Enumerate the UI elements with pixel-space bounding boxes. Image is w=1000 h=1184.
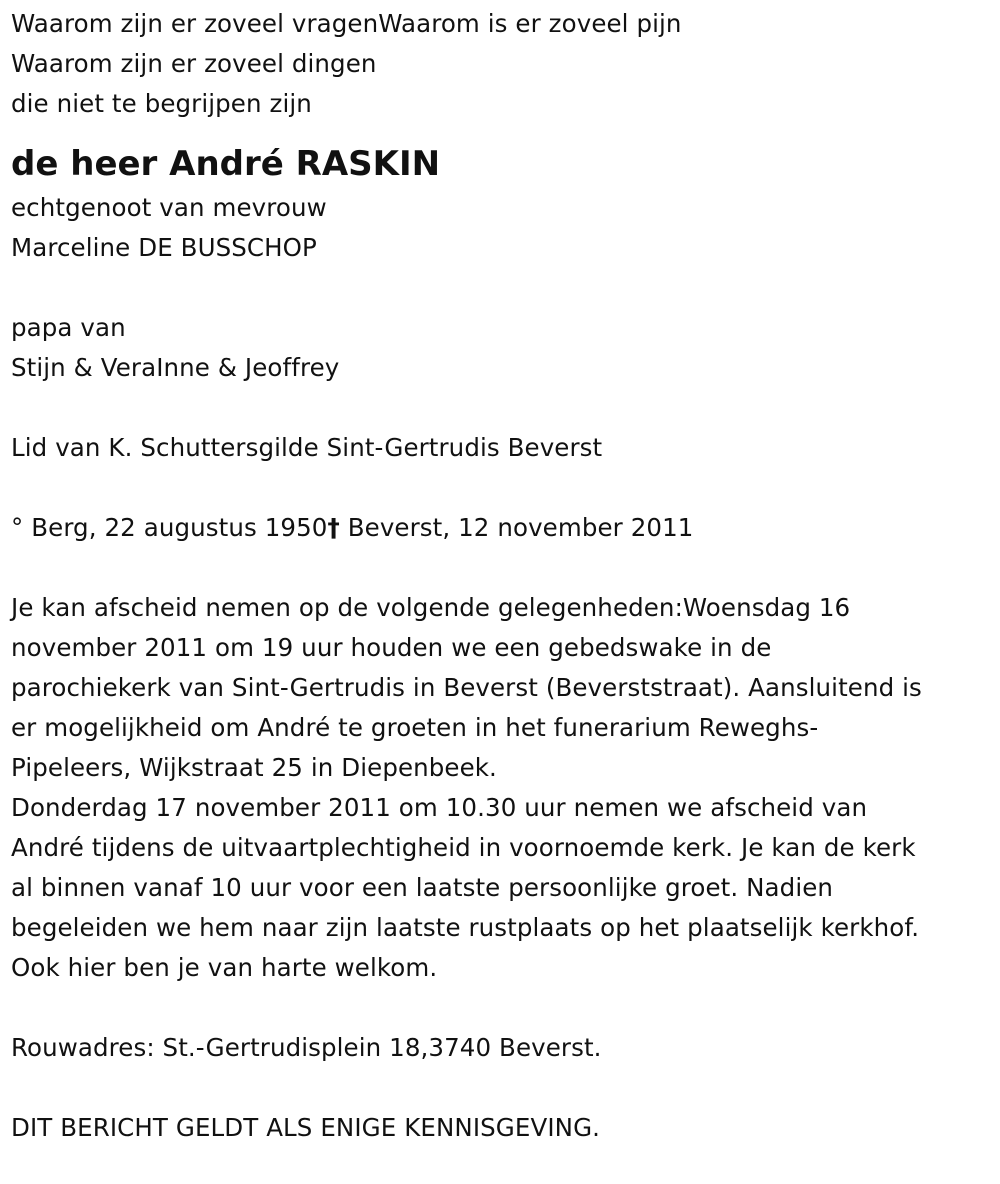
farewell-line: november 2011 om 19 uur houden we een gebedswake in de — [11, 633, 772, 662]
farewell-paragraph — [11, 588, 996, 988]
farewell-line: al binnen vanaf 10 uur voor een laatste persoonlijke groet. Nadien — [11, 873, 834, 902]
spacer — [11, 1068, 996, 1108]
farewell-line: André tijdens de uitvaartplechtigheid in voornoemde kerk. Je kan de kerk — [11, 833, 916, 862]
spacer — [11, 988, 996, 1028]
notice-text: DIT BERICHT GELDT ALS ENIGE KENNISGEVING. — [11, 1113, 601, 1142]
deceased-name: de heer André RASKIN — [11, 144, 441, 184]
spacer — [11, 268, 996, 308]
children-names: Stijn & VeraInne & Jeoffrey — [11, 353, 340, 382]
poem-line-3: die niet te begrijpen zijn — [11, 89, 312, 118]
children-label: papa van — [11, 313, 126, 342]
death-info: Beverst, 12 november 2011 — [339, 513, 694, 542]
spacer — [11, 468, 996, 508]
spouse-name: Marceline DE BUSSCHOP — [11, 233, 317, 262]
spouse-label: echtgenoot van mevrouw — [11, 193, 327, 222]
dates-line — [11, 508, 996, 548]
poem-line-2: Waarom zijn er zoveel dingen — [11, 49, 377, 78]
farewell-line: er mogelijkheid om André te groeten in het funerarium Reweghs- — [11, 713, 819, 742]
cross-icon: † — [327, 513, 340, 542]
farewell-line: parochiekerk van Sint-Gertrudis in Beverst (Beverststraat). Aansluitend is — [11, 673, 922, 702]
farewell-line: Ook hier ben je van harte welkom. — [11, 953, 438, 982]
spacer — [11, 388, 996, 428]
farewell-line: begeleiden we hem naar zijn laatste rustplaats op het plaatselijk kerkhof. — [11, 913, 920, 942]
membership-text: Lid van K. Schuttersgilde Sint-Gertrudis Beverst — [11, 433, 603, 462]
mourning-address: Rouwadres: St.-Gertrudisplein 18,3740 Beverst. — [11, 1033, 602, 1062]
farewell-line: Je kan afscheid nemen op de volgende gelegenheden:Woensdag 16 — [11, 593, 851, 622]
farewell-line: Pipeleers, Wijkstraat 25 in Diepenbeek. — [11, 753, 497, 782]
farewell-line: Donderdag 17 november 2011 om 10.30 uur nemen we afscheid van — [11, 793, 868, 822]
spacer — [11, 548, 996, 588]
birth-info: ° Berg, 22 augustus 1950 — [11, 513, 328, 542]
poem-line-1: Waarom zijn er zoveel vragenWaarom is er zoveel pijn — [11, 9, 682, 38]
obituary-notice — [11, 4, 996, 1148]
